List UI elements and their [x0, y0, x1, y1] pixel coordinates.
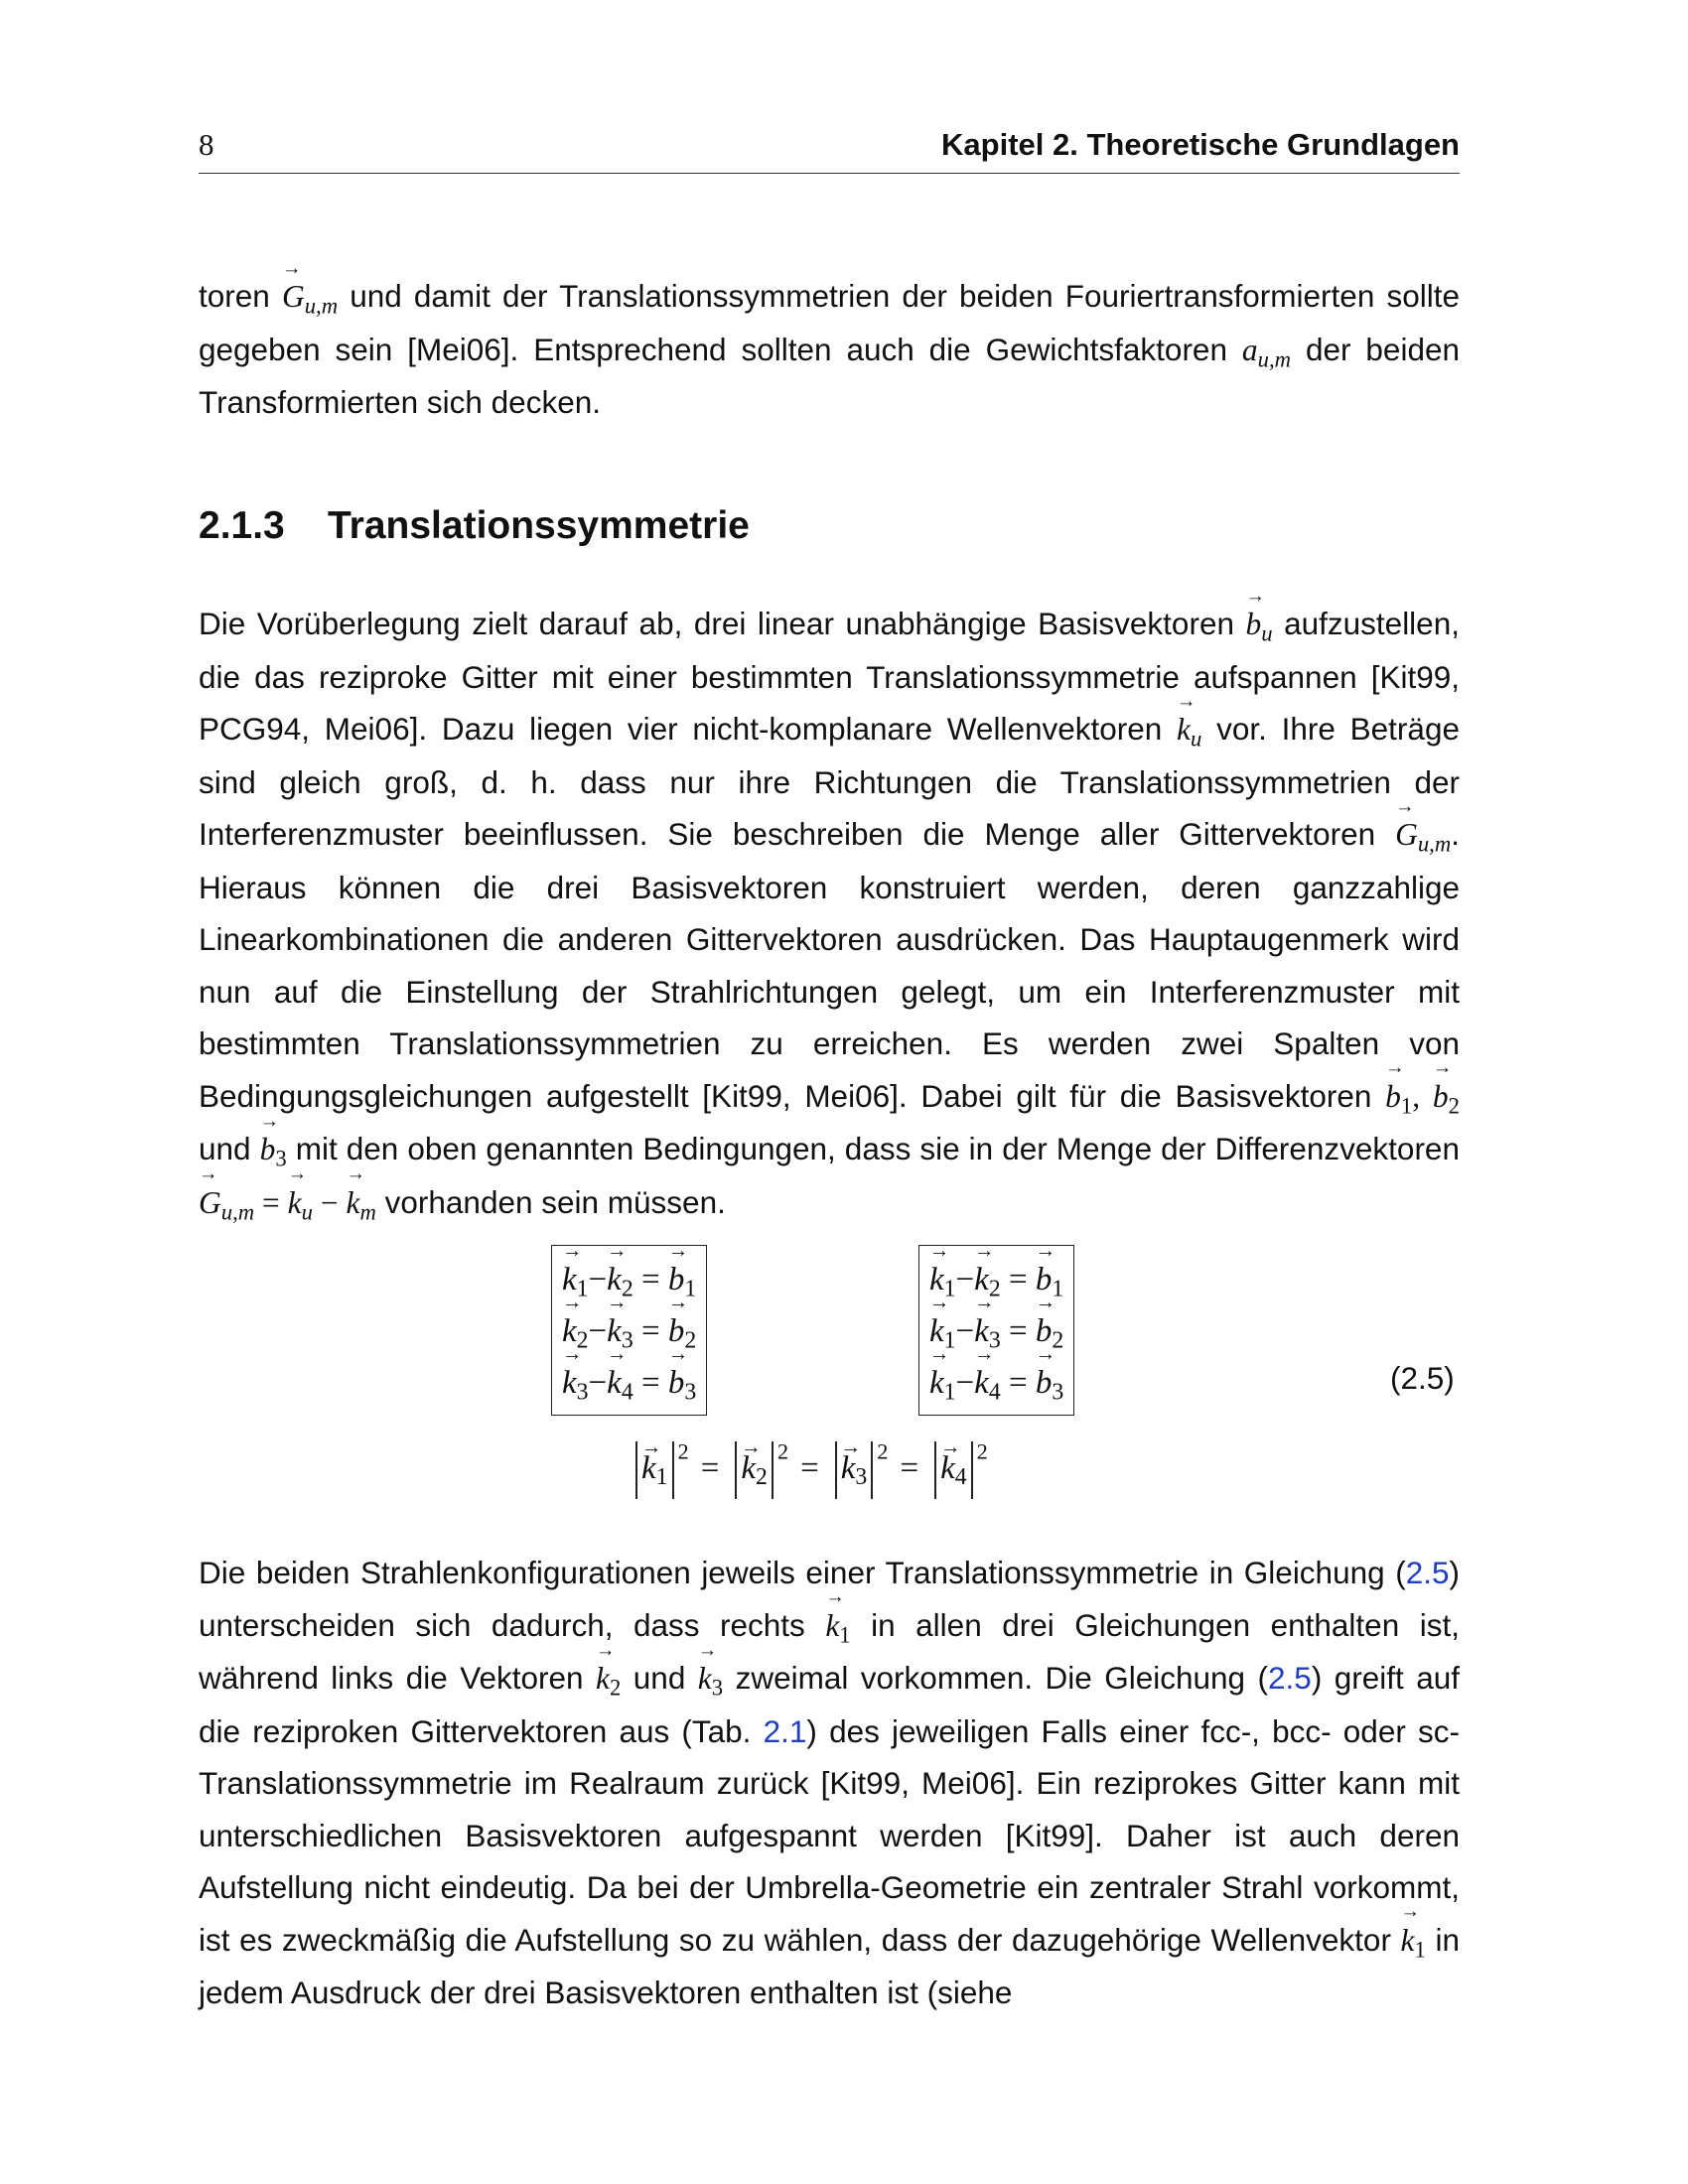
section-heading	[199, 504, 750, 548]
table-reference-link[interactable]: 2.1	[763, 1712, 807, 1749]
equation-row: → $k_3-\to k_4$ = → $b_3$	[562, 1357, 696, 1409]
paragraph-intro: toren → $G_{u,m}$ und damit der Translationssymmetrien der beiden Fouriertransformierten sollte gegeben sein [Mei06]. Entsprechend sollten auch die Gewichtsfaktoren $a_{u,m}$ der beiden Transformierten sich decken.	[199, 270, 1460, 429]
equation-row: → $k_2-\to k_3$ = → $b_2$	[562, 1305, 696, 1357]
math-g-um: → G	[282, 271, 305, 324]
paragraph-main: Die Vorüberlegung zielt darauf ab, drei linear unabhängige Basisvektoren → $b_u$ aufzustellen, die das reziproke Gitter mit einer bestimmten Translationssymmetrie aufspannen [Kit99, PCG94, Mei06]. Dazu liegen vier nicht-komplanare Wellenvektoren → $k_u$ vor. Ihre Beträge sind gleich groß, d. h. dass nur ihre Richtungen die Translationssymmetrien der Interferenzmuster beeinflussen. Sie beschreiben die Menge aller Gittervektoren → $G_{u,m}$. Hieraus können die drei Basisvektoren konstruiert werden, deren ganzzahlige Linearkombinationen die anderen Gittervektoren ausdrücken. Das Hauptaugenmerk wird nun auf die Einstellung der Strahlrichtungen gelegt, um ein Interferenzmuster mit bestimmten Translationssymmetrien zu erreichen. Es werden zwei Spalten von Bedingungsgleichungen aufgestellt [Kit99, Mei06]. Dabei gilt für die Basisvektoren → $b_1$, → $b_2$ und → $b_3$ mit den oben genannten Bedingungen, dass sie in der Menge der Differenzvektoren → $G_{u,m}$ = → $k_u$ − → $k_m$ vorhanden sein müssen.	[199, 598, 1460, 1229]
equation-box-right	[918, 1245, 1074, 1416]
math-k-u: → k	[1177, 704, 1191, 756]
math-g-um-2: → G	[1395, 809, 1418, 862]
page-header	[199, 127, 1460, 174]
math-difference-vector: → G	[199, 1177, 221, 1230]
equation-reference-link-2[interactable]: 2.5	[1268, 1660, 1312, 1696]
paragraph-discussion: Die beiden Strahlenkonfigurationen jeweils einer Translationssymmetrie in Gleichung (2.5) unterscheiden sich dadurch, dass rechts → $k_1$ in allen drei Gleichungen enthalten ist, während links die Vektoren → $k_2$ und → $k_3$ zweimal vorkommen. Die Gleichung (2.5) greift auf die reziproken Gittervektoren aus (Tab. 2.1) des jeweiligen Falls einer fcc-, bcc- oder sc- Translationssymmetrie im Realraum zurück [Kit99, Mei06]. Ein reziprokes Gitter kann mit unterschiedlichen Basisvektoren aufgespannt werden [Kit99]. Daher ist auch deren Aufstellung nicht eindeutig. Da bei der Umbrella-Geometrie ein zentraler Strahl vorkommt, ist es zweckmäßig die Aufstellung so zu wählen, dass der dazugehörige Wellenvektor → $k_1$ in jedem Ausdruck der drei Basisvektoren enthalten ist (siehe	[199, 1547, 1460, 2019]
section-number: 2.1.3	[199, 504, 285, 547]
section-title: Translationssymmetrie	[328, 504, 750, 547]
equation-row: → $k_1-\to k_2$ = → $b_1$	[929, 1254, 1063, 1305]
math-b-u: → b	[1246, 599, 1262, 651]
equation-row: → $k_1-\to k_3$ = → $b_2$	[929, 1305, 1063, 1357]
math-a-um: a	[1241, 332, 1258, 367]
equation-row: → $k_1-\to k_4$ = → $b_3$	[929, 1357, 1063, 1409]
equation-number: (2.5)	[1390, 1360, 1455, 1396]
page-number: 8	[199, 127, 214, 162]
equation-reference-link[interactable]: 2.5	[1405, 1555, 1450, 1590]
norm-equation: → $k_1^2 =\to k_2^2 =\to k_3^2 =\to k_4^2$	[632, 1441, 988, 1499]
equation-row: → $k_1-\to k_2$ = → $b_1$	[562, 1254, 696, 1305]
running-title: Kapitel 2. Theoretische Grundlagen	[941, 127, 1460, 162]
equation-box-left	[551, 1245, 707, 1416]
